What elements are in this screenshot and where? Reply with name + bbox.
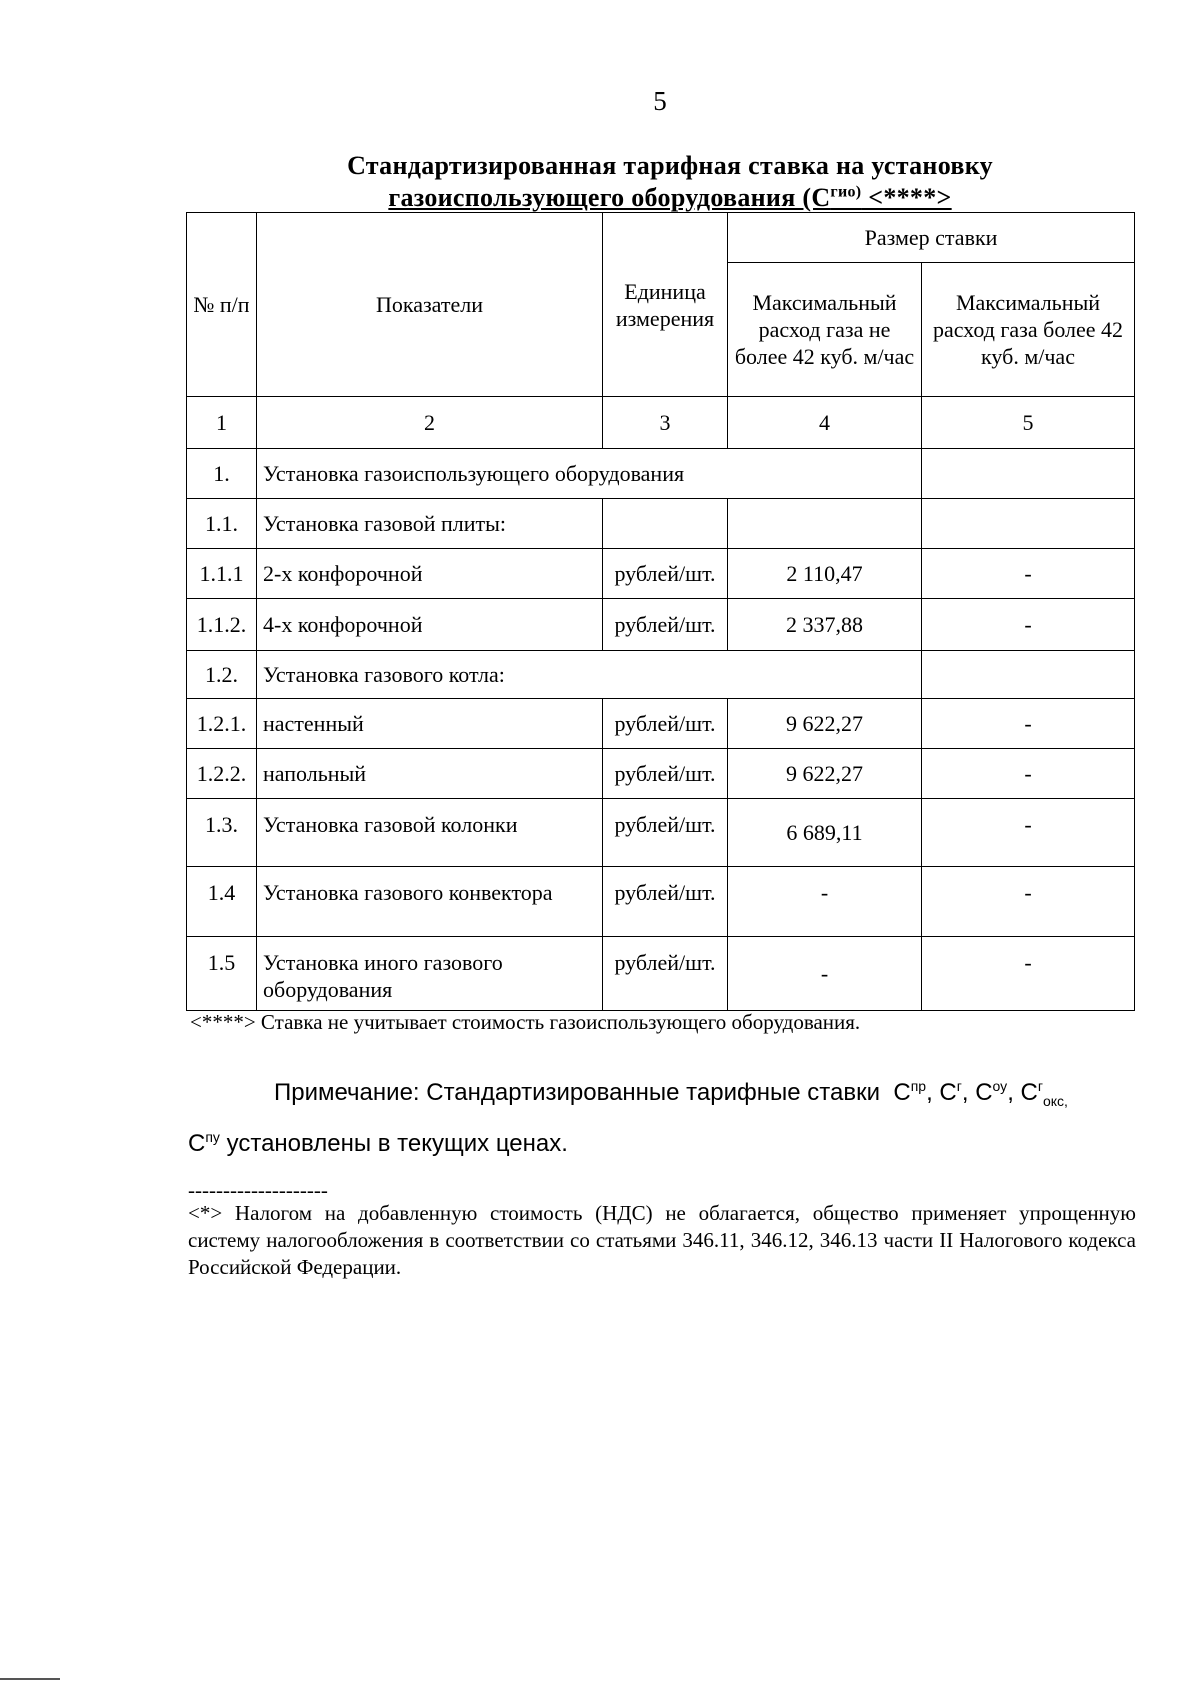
table-row bbox=[187, 867, 1135, 937]
row-num: 1.3. bbox=[187, 799, 257, 867]
rates-table bbox=[186, 212, 1135, 1011]
row-rate-2: - bbox=[922, 937, 1135, 1011]
row-unit bbox=[603, 499, 728, 549]
row-rate-1: 2 110,47 bbox=[728, 549, 922, 599]
row-num: 1.5 bbox=[187, 937, 257, 1011]
rate-symbol: С bbox=[939, 1079, 957, 1106]
column-number: 1 bbox=[187, 397, 257, 449]
header-rate-2: Максимальный расход газа более 42 куб. м/час bbox=[922, 263, 1135, 397]
rate-symbol: С bbox=[975, 1079, 993, 1106]
column-numbering-row bbox=[187, 397, 1135, 449]
row-name: Установка газового котла: bbox=[257, 651, 922, 699]
row-unit: рублей/шт. bbox=[603, 549, 728, 599]
footnote-separator: -------------------- bbox=[188, 1178, 328, 1202]
row-rate-1: - bbox=[728, 937, 922, 1011]
row-num: 1.2.1. bbox=[187, 699, 257, 749]
title-superscript: гио) bbox=[830, 183, 862, 201]
row-name: Установка газоиспользующего оборудования bbox=[257, 449, 922, 499]
table-row bbox=[187, 699, 1135, 749]
scan-edge-mark bbox=[0, 1678, 60, 1680]
table-footnote: <****> Ставка не учитывает стоимость газоиспользующего оборудования. bbox=[190, 1010, 861, 1034]
title-footnote-mark: <****> bbox=[861, 183, 952, 212]
table-row bbox=[187, 449, 1135, 499]
title-line-1: Стандартизированная тарифная ставка на установку bbox=[347, 151, 993, 180]
rate-superscript: пу bbox=[205, 1128, 220, 1145]
row-rate-2: - bbox=[922, 749, 1135, 799]
note-paragraph bbox=[188, 1068, 1128, 1162]
table-row bbox=[187, 799, 1135, 867]
row-rate-1: 9 622,27 bbox=[728, 749, 922, 799]
title-line-2 bbox=[190, 182, 1150, 214]
note-text: Примечание: Стандартизированные тарифные ставки bbox=[274, 1079, 880, 1106]
row-name: Установка газового конвектора bbox=[257, 867, 603, 937]
table-row bbox=[187, 651, 1135, 699]
row-num: 1.2.2. bbox=[187, 749, 257, 799]
row-name: 2-х конфорочной bbox=[257, 549, 603, 599]
row-rate-1 bbox=[728, 499, 922, 549]
row-unit: рублей/шт. bbox=[603, 599, 728, 651]
row-unit: рублей/шт. bbox=[603, 749, 728, 799]
header-num: № п/п bbox=[187, 213, 257, 397]
table-header-row bbox=[187, 213, 1135, 263]
table-row bbox=[187, 749, 1135, 799]
header-unit: Единица измерения bbox=[603, 213, 728, 397]
row-name: Установка газовой плиты: bbox=[257, 499, 603, 549]
row-unit: рублей/шт. bbox=[603, 799, 728, 867]
column-number: 5 bbox=[922, 397, 1135, 449]
row-num: 1.1. bbox=[187, 499, 257, 549]
row-rate-2: - bbox=[922, 799, 1135, 867]
note-tail: установлены в текущих ценах. bbox=[226, 1129, 568, 1157]
row-num: 1. bbox=[187, 449, 257, 499]
column-number: 2 bbox=[257, 397, 603, 449]
rate-subscript: окс, bbox=[1042, 1092, 1068, 1109]
row-rate-2 bbox=[922, 499, 1135, 549]
header-rate-size: Размер ставки bbox=[728, 213, 1135, 263]
table-row bbox=[187, 499, 1135, 549]
rate-superscript: г bbox=[1037, 1078, 1043, 1094]
row-name: напольный bbox=[257, 749, 603, 799]
row-unit: рублей/шт. bbox=[603, 867, 728, 937]
title-line-2-text: газоиспользующего оборудования (С bbox=[388, 183, 831, 212]
row-name: Установка газовой колонки bbox=[257, 799, 603, 867]
rate-superscript: г bbox=[956, 1078, 962, 1094]
row-name: 4-х конфорочной bbox=[257, 599, 603, 651]
footnote-text: <*> Налогом на добавленную стоимость (НДС) не облагается, общество применяет упрощенную систему налогообложения в соответствии со статьями 346.11, 346.12, 346.13 части II Налогового кодекса Российской Федерации. bbox=[188, 1201, 1136, 1279]
row-name: Установка иного газового оборудования bbox=[257, 937, 603, 1011]
row-rate-2: - bbox=[922, 599, 1135, 651]
table-row bbox=[187, 549, 1135, 599]
row-rate-1: 9 622,27 bbox=[728, 699, 922, 749]
rate-symbol: С bbox=[893, 1079, 911, 1106]
row-unit: рублей/шт. bbox=[603, 937, 728, 1011]
rate-symbol: С bbox=[188, 1129, 206, 1157]
row-name: настенный bbox=[257, 699, 603, 749]
note-line-2 bbox=[188, 1119, 1128, 1162]
row-rate-1: - bbox=[728, 867, 922, 937]
row-rate-1: 2 337,88 bbox=[728, 599, 922, 651]
header-indicator: Показатели bbox=[257, 213, 603, 397]
note-line-1: Примечание: Стандартизированные тарифные ставки $С^{пр}$, $С^г$, $С^{оу}$, $С^г_{окс,}$ bbox=[274, 1078, 1068, 1109]
row-num: 1.4 bbox=[187, 867, 257, 937]
table-row bbox=[187, 937, 1135, 1011]
row-rate-1: 6 689,11 bbox=[728, 799, 922, 867]
row-num: 1.2. bbox=[187, 651, 257, 699]
row-rate-2: - bbox=[922, 867, 1135, 937]
row-rate-2 bbox=[922, 449, 1135, 499]
column-number: 3 bbox=[603, 397, 728, 449]
table-row bbox=[187, 599, 1135, 651]
rate-symbol: С bbox=[1020, 1079, 1038, 1106]
rate-superscript: пр bbox=[910, 1078, 927, 1094]
header-rate-1: Максимальный расход газа не более 42 куб. м/час bbox=[728, 263, 922, 397]
page-number: 5 bbox=[653, 86, 667, 116]
row-rate-2: - bbox=[922, 549, 1135, 599]
row-rate-2: - bbox=[922, 699, 1135, 749]
row-unit: рублей/шт. bbox=[603, 699, 728, 749]
row-num: 1.1.1 bbox=[187, 549, 257, 599]
page-title bbox=[190, 150, 1150, 214]
row-rate-2 bbox=[922, 651, 1135, 699]
column-number: 4 bbox=[728, 397, 922, 449]
row-num: 1.1.2. bbox=[187, 599, 257, 651]
rate-superscript: оу bbox=[992, 1078, 1008, 1094]
